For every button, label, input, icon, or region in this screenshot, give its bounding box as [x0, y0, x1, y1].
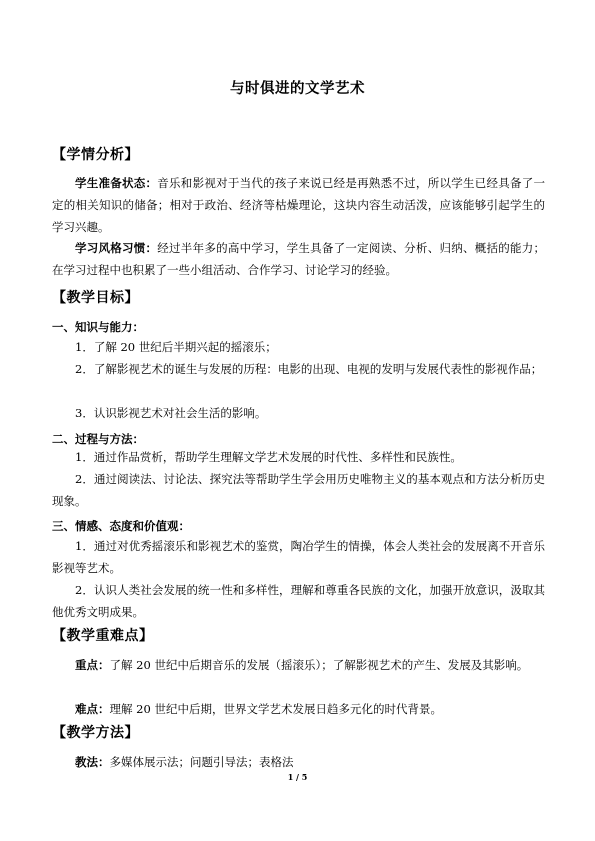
paragraph-label: 教法：: [75, 755, 110, 769]
section-heading-fangfa: 【教学方法】: [52, 725, 139, 741]
paragraph-difficulty: [52, 698, 545, 720]
subheading-knowledge: 一、知识与能力：: [52, 320, 144, 334]
subheading-process: 二、过程与方法：: [52, 432, 144, 446]
paragraph-teaching-method: [52, 751, 545, 773]
list-item: 1．通过对优秀摇滚乐和影视艺术的鉴赏，陶冶学生的情操，体会人类社会的发展离不开音乐影视等艺术。: [52, 539, 545, 575]
page-title: 与时俱进的文学艺术: [230, 80, 365, 97]
paragraph-label: 难点：: [75, 702, 110, 716]
list-item: 3．认识影视艺术对社会生活的影响。: [75, 406, 267, 420]
paragraph-label: 学习风格习惯：: [75, 241, 158, 255]
list-item: 2．认识人类社会发展的统一性和多样性，理解和尊重各民族的文化，加强开放意识，汲取其他优秀文明成果。: [52, 583, 545, 619]
paragraph-label: 重点：: [75, 658, 110, 672]
section-heading-zhongnan: 【教学重难点】: [52, 628, 154, 644]
section-heading-xueqing: 【学情分析】: [52, 147, 139, 163]
paragraph-text: 经过半年多的高中学习，学生具备了一定阅读、分析、归纳、概括的能力；在学习过程中也积累了一些小组活动、合作学习、讨论学习的经验。: [52, 241, 545, 277]
list-item: 2．了解影视艺术的诞生与发展的历程：电影的出现、电视的发明与发展代表性的影视作品；: [75, 362, 543, 376]
list-item: 1．通过作品赏析，帮助学生理解文学艺术发展的时代性、多样性和民族性。: [75, 450, 462, 464]
paragraph-learning-style: [52, 237, 545, 281]
paragraph-key-point: [52, 654, 545, 676]
paragraph-preparation-state: [52, 172, 545, 238]
list-item: 2．通过阅读法、讨论法、探究法等帮助学生学会用历史唯物主义的基本观点和方法分析历史现象。: [52, 472, 545, 508]
page-number: 1 / 5: [287, 772, 308, 782]
list-item: 1．了解 20 世纪后半期兴起的摇滚乐；: [75, 340, 277, 354]
subheading-emotion: 三、情感、态度和价值观：: [52, 519, 190, 533]
paragraph-text: 了解 20 世纪中后期音乐的发展（摇滚乐）；了解影视艺术的产生、发展及其影响。: [109, 658, 529, 672]
section-heading-mubiao: 【教学目标】: [52, 290, 139, 306]
paragraph-label: 学生准备状态：: [75, 176, 158, 190]
paragraph-text: 音乐和影视对于当代的孩子来说已经是再熟悉不过，所以学生已经具备了一定的相关知识的储备；相对于政治、经济等枯燥理论，这块内容生动活泼，应该能够引起学生的学习兴趣。: [52, 176, 545, 234]
paragraph-text: 理解 20 世纪中后期，世界文学艺术发展日趋多元化的时代背景。: [109, 702, 442, 716]
paragraph-text: 多媒体展示法；问题引导法；表格法: [109, 755, 294, 769]
